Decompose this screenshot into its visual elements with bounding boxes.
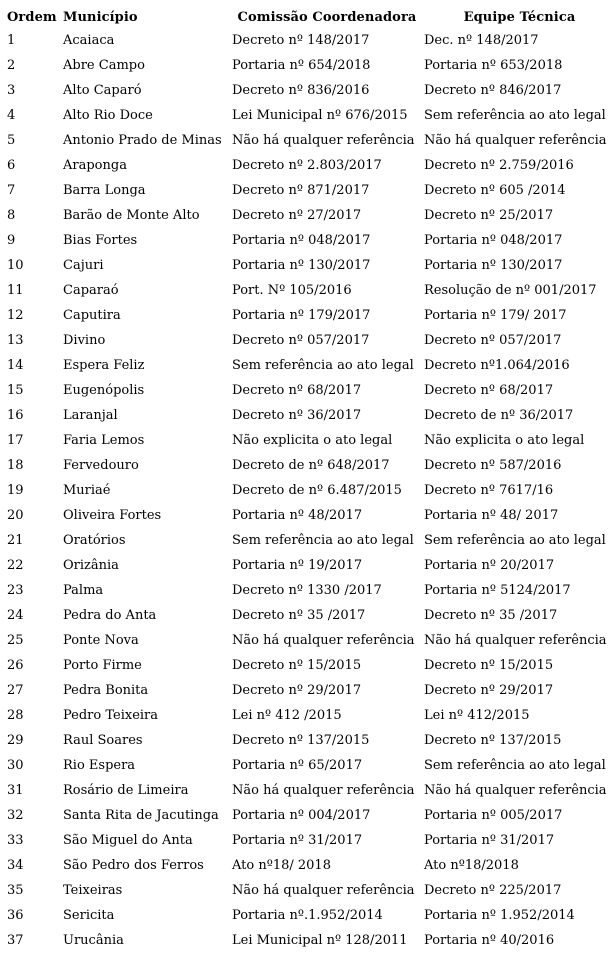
table-row [0,503,616,528]
table-row [0,403,616,428]
cell-ordem: 14 [7,358,24,373]
cell-comissao: Decreto de nº 6.487/2015 [232,483,402,498]
cell-comissao: Portaria nº 004/2017 [232,808,371,823]
table-row [0,278,616,303]
cell-equipe: Decreto nº 35 /2017 [424,608,558,623]
cell-equipe: Portaria nº 48/ 2017 [424,508,559,523]
cell-municipio: Pedra do Anta [63,608,157,623]
cell-equipe: Não há qualquer referência [424,633,607,648]
cell-equipe: Decreto de nº 36/2017 [424,408,574,423]
cell-ordem: 1 [7,33,16,48]
cell-municipio: Laranjal [63,408,118,423]
cell-comissao: Decreto nº 148/2017 [232,33,370,48]
cell-equipe: Portaria nº 1.952/2014 [424,908,575,923]
cell-municipio: Divino [63,333,106,348]
cell-comissao: Não há qualquer referência [232,783,415,798]
cell-municipio: Santa Rita de Jacutinga [63,808,219,823]
cell-comissao: Decreto nº 68/2017 [232,383,362,398]
table-row [0,178,616,203]
cell-ordem: 18 [7,458,24,473]
cell-equipe: Decreto nº 057/2017 [424,333,562,348]
cell-ordem: 27 [7,683,24,698]
cell-ordem: 9 [7,233,16,248]
cell-municipio: Muriaé [63,483,111,498]
cell-comissao: Portaria nº 048/2017 [232,233,371,248]
cell-ordem: 5 [7,133,16,148]
cell-equipe: Dec. nº 148/2017 [424,33,539,48]
cell-comissao: Portaria nº.1.952/2014 [232,908,383,923]
cell-equipe: Decreto nº1.064/2016 [424,358,570,373]
cell-municipio: Araponga [63,158,127,173]
table-row [0,453,616,478]
cell-equipe: Sem referência ao ato legal [424,108,606,123]
cell-comissao: Decreto nº 871/2017 [232,183,370,198]
cell-ordem: 33 [7,833,24,848]
cell-equipe: Decreto nº 29/2017 [424,683,554,698]
cell-municipio: Cajuri [63,258,104,273]
table-row [0,653,616,678]
cell-ordem: 19 [7,483,24,498]
cell-municipio: Barra Longa [63,183,146,198]
cell-ordem: 37 [7,933,24,948]
municipality-acts-table [0,6,616,953]
cell-municipio: Orizânia [63,558,119,573]
cell-comissao: Lei Municipal nº 676/2015 [232,108,408,123]
cell-ordem: 20 [7,508,24,523]
cell-equipe: Portaria nº 005/2017 [424,808,563,823]
cell-equipe: Ato nº18/2018 [424,858,519,873]
table-row [0,228,616,253]
cell-comissao: Decreto nº 36/2017 [232,408,362,423]
cell-equipe: Portaria nº 31/2017 [424,833,555,848]
table-row [0,778,616,803]
cell-municipio: Raul Soares [63,733,143,748]
cell-comissao: Port. Nº 105/2016 [232,283,352,298]
cell-equipe: Decreto nº 587/2016 [424,458,562,473]
header-municipio: Município [63,9,138,25]
cell-municipio: Alto Rio Doce [63,108,153,123]
cell-equipe: Decreto nº 7617/16 [424,483,554,498]
cell-municipio: Fervedouro [63,458,139,473]
cell-municipio: Acaiaca [63,33,115,48]
cell-equipe: Portaria nº 40/2016 [424,933,555,948]
cell-comissao: Lei Municipal nº 128/2011 [232,933,408,948]
table-row [0,353,616,378]
cell-ordem: 15 [7,383,24,398]
cell-comissao: Portaria nº 654/2018 [232,58,371,73]
table-row [0,553,616,578]
header-comissao: Comissão Coordenadora [237,9,417,25]
table-row [0,678,616,703]
cell-municipio: Rosário de Limeira [63,783,189,798]
cell-comissao: Decreto nº 15/2015 [232,658,362,673]
table-row [0,478,616,503]
cell-municipio: Porto Firme [63,658,142,673]
table-body [0,28,616,953]
table-row [0,928,616,953]
cell-equipe: Não há qualquer referência [424,133,607,148]
cell-ordem: 10 [7,258,24,273]
table-row [0,103,616,128]
cell-equipe: Decreto nº 137/2015 [424,733,562,748]
table-row [0,803,616,828]
cell-equipe: Lei nº 412/2015 [424,708,530,723]
cell-ordem: 35 [7,883,24,898]
cell-ordem: 21 [7,533,24,548]
cell-comissao: Ato nº18/ 2018 [232,858,331,873]
cell-municipio: São Miguel do Anta [63,833,193,848]
cell-municipio: Sericita [63,908,115,923]
cell-comissao: Não há qualquer referência [232,133,415,148]
cell-ordem: 23 [7,583,24,598]
cell-comissao: Portaria nº 179/2017 [232,308,371,323]
cell-equipe: Não há qualquer referência [424,783,607,798]
table-row [0,728,616,753]
table-row [0,153,616,178]
cell-municipio: Urucânia [63,933,124,948]
table-row [0,603,616,628]
cell-equipe: Portaria nº 179/ 2017 [424,308,567,323]
cell-comissao: Lei nº 412 /2015 [232,708,342,723]
cell-ordem: 7 [7,183,16,198]
table-row [0,253,616,278]
cell-equipe: Portaria nº 5124/2017 [424,583,571,598]
cell-municipio: Abre Campo [63,58,145,73]
header-equipe: Equipe Técnica [463,9,576,25]
table-row [0,28,616,53]
cell-ordem: 32 [7,808,24,823]
cell-equipe: Portaria nº 130/2017 [424,258,563,273]
cell-equipe: Não explicita o ato legal [424,433,585,448]
header-ordem: Ordem [7,9,57,25]
cell-equipe: Portaria nº 048/2017 [424,233,563,248]
cell-ordem: 4 [7,108,16,123]
cell-equipe: Sem referência ao ato legal [424,758,606,773]
table-row [0,203,616,228]
table-row [0,903,616,928]
cell-ordem: 34 [7,858,24,873]
cell-ordem: 30 [7,758,24,773]
cell-ordem: 17 [7,433,24,448]
cell-ordem: 3 [7,83,16,98]
cell-ordem: 25 [7,633,24,648]
cell-equipe: Decreto nº 15/2015 [424,658,554,673]
cell-municipio: Alto Caparó [63,83,142,98]
cell-municipio: Espera Feliz [63,358,145,373]
table-row [0,578,616,603]
cell-comissao: Portaria nº 48/2017 [232,508,363,523]
cell-municipio: Pedro Teixeira [63,708,159,723]
cell-municipio: Rio Espera [63,758,136,773]
cell-municipio: Oratórios [63,533,126,548]
cell-ordem: 29 [7,733,24,748]
cell-municipio: Faria Lemos [63,433,145,448]
cell-ordem: 22 [7,558,24,573]
cell-municipio: Eugenópolis [63,383,145,398]
table-row [0,528,616,553]
cell-ordem: 31 [7,783,24,798]
cell-comissao: Decreto nº 057/2017 [232,333,370,348]
cell-equipe: Portaria nº 20/2017 [424,558,555,573]
table-row [0,428,616,453]
cell-municipio: Oliveira Fortes [63,508,162,523]
cell-comissao: Não há qualquer referência [232,633,415,648]
cell-comissao: Não há qualquer referência [232,883,415,898]
cell-comissao: Decreto de nº 648/2017 [232,458,390,473]
header-row [0,6,616,28]
table-row [0,328,616,353]
cell-municipio: Caparaó [63,283,119,298]
cell-municipio: Pedra Bonita [63,683,149,698]
table-row [0,828,616,853]
cell-comissao: Portaria nº 19/2017 [232,558,363,573]
cell-comissao: Sem referência ao ato legal [232,533,414,548]
cell-comissao: Decreto nº 1330 /2017 [232,583,382,598]
cell-municipio: São Pedro dos Ferros [63,858,204,873]
cell-comissao: Decreto nº 35 /2017 [232,608,366,623]
cell-equipe: Decreto nº 605 /2014 [424,183,566,198]
table-row [0,303,616,328]
cell-equipe: Decreto nº 225/2017 [424,883,562,898]
table-header [0,6,616,28]
cell-ordem: 16 [7,408,24,423]
cell-comissao: Decreto nº 27/2017 [232,208,362,223]
cell-ordem: 2 [7,58,16,73]
cell-equipe: Sem referência ao ato legal [424,533,606,548]
cell-comissao: Não explicita o ato legal [232,433,393,448]
cell-comissao: Decreto nº 836/2016 [232,83,370,98]
table-row [0,78,616,103]
cell-comissao: Decreto nº 29/2017 [232,683,362,698]
cell-ordem: 6 [7,158,16,173]
cell-ordem: 26 [7,658,24,673]
cell-municipio: Barão de Monte Alto [63,208,200,223]
cell-comissao: Portaria nº 31/2017 [232,833,363,848]
cell-comissao: Decreto nº 2.803/2017 [232,158,382,173]
cell-municipio: Antonio Prado de Minas [63,133,222,148]
cell-municipio: Palma [63,583,104,598]
cell-equipe: Decreto nº 25/2017 [424,208,554,223]
cell-municipio: Caputira [63,308,121,323]
table-row [0,853,616,878]
table-row [0,878,616,903]
table-row [0,628,616,653]
cell-comissao: Portaria nº 65/2017 [232,758,363,773]
cell-ordem: 36 [7,908,24,923]
cell-comissao: Sem referência ao ato legal [232,358,414,373]
table-row [0,53,616,78]
cell-comissao: Portaria nº 130/2017 [232,258,371,273]
table-row [0,128,616,153]
cell-municipio: Bias Fortes [63,233,138,248]
table-row [0,378,616,403]
cell-equipe: Portaria nº 653/2018 [424,58,563,73]
cell-ordem: 28 [7,708,24,723]
cell-ordem: 13 [7,333,24,348]
cell-equipe: Decreto nº 846/2017 [424,83,562,98]
cell-municipio: Ponte Nova [63,633,139,648]
cell-ordem: 8 [7,208,16,223]
cell-comissao: Decreto nº 137/2015 [232,733,370,748]
table-row [0,703,616,728]
cell-municipio: Teixeiras [63,883,123,898]
cell-ordem: 24 [7,608,24,623]
cell-ordem: 12 [7,308,24,323]
cell-equipe: Decreto nº 2.759/2016 [424,158,574,173]
cell-equipe: Decreto nº 68/2017 [424,383,554,398]
table-row [0,753,616,778]
cell-ordem: 11 [7,283,24,298]
cell-equipe: Resolução de nº 001/2017 [424,283,597,298]
